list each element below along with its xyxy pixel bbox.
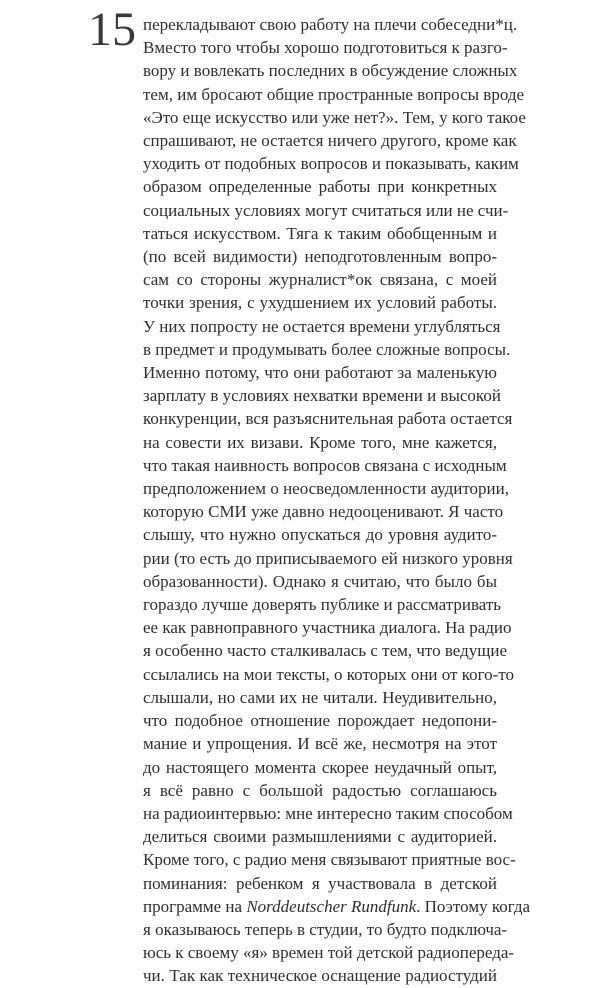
text-line: У них попросту не остается времени углубляться bbox=[143, 316, 501, 336]
text-line: ее как равноправного участника диалога. На радио bbox=[143, 618, 512, 638]
text-line: предположением о неосведомленности аудитории, bbox=[143, 479, 509, 499]
text-line: делиться своими размышлениями с аудиторией. bbox=[143, 827, 497, 847]
text-line: чи. Так как техническое оснащение радиостудий bbox=[143, 966, 497, 986]
text-line: я особенно часто сталкивалась с тем, что ведущие bbox=[143, 641, 508, 661]
text-line: уходить от подобных вопросов и показывать, каким bbox=[143, 154, 519, 174]
text-line: слышу, что нужно опускаться до уровня аудито- bbox=[143, 525, 497, 545]
text-line: мание и упрощения. И всё же, несмотря на этот bbox=[143, 734, 497, 754]
text-line: до настоящего момента скорее неудачный опыт, bbox=[143, 757, 497, 777]
text-line: юсь к своему «я» времен той детской радиопереда- bbox=[143, 943, 515, 963]
text-line: что такая наивность вопросов связана с исходным bbox=[143, 455, 507, 475]
text-line: «Это еще искусство или уже нет?». Тем, у кого такое bbox=[143, 107, 526, 127]
program-name: Norddeutscher Rundfunk bbox=[246, 896, 417, 916]
text-line: тем, им бросают общие пространные вопросы вроде bbox=[143, 84, 525, 104]
text-line: Именно потому, что они работают за маленькую bbox=[143, 363, 497, 383]
page-number: 15 bbox=[88, 3, 136, 56]
text-line: гораздо лучше доверять публике и рассматривать bbox=[143, 595, 502, 615]
text-fragment: . Поэтому когда bbox=[416, 896, 531, 916]
text-line: спрашивают, не остается ничего другого, кроме как bbox=[143, 131, 517, 151]
text-line: образом определенные работы при конкретных bbox=[143, 177, 497, 197]
text-line: поминания: ребенком я участвовала в детской bbox=[143, 873, 497, 893]
text-line: рии (то есть до приписываемого ей низкого уровня bbox=[143, 548, 513, 568]
text-line: на совести их визави. Кроме того, мне кажется, bbox=[143, 432, 497, 452]
text-line: на радиоинтервью: мне интересно таким способом bbox=[143, 803, 513, 823]
text-line: точки зрения, с ухудшением их условий работы. bbox=[143, 293, 497, 313]
text-line: я всё равно с большой радостью соглашаюсь bbox=[143, 780, 497, 800]
text-line: перекладывают свою работу на плечи собеседни*ц. bbox=[143, 15, 518, 34]
text-line: сам со стороны журналист*ок связана, с моей bbox=[143, 270, 497, 290]
text-line: таться искусством. Тяга к таким обобщенным и bbox=[143, 223, 497, 243]
text-line: социальных условиях могут считаться или не счи- bbox=[143, 200, 509, 220]
text-line: ссылались на мои тексты, о которых они от кого-то bbox=[143, 664, 515, 684]
text-line: (по всей видимости) неподготовленным вопро- bbox=[143, 247, 497, 267]
text-fragment: программе на bbox=[143, 896, 247, 916]
text-line: Вместо того чтобы хорошо подготовиться к разго- bbox=[143, 38, 508, 58]
text-line: конкуренции, вся разъяснительная работа остается bbox=[143, 409, 513, 429]
text-line: в предмет и продумывать более сложные вопросы. bbox=[143, 339, 511, 359]
text-line: образованности). Однако я считаю, что было бы bbox=[143, 571, 497, 591]
text-line: слышали, но сами их не читали. Неудивительно, bbox=[143, 687, 497, 707]
text-line: вору и вовлекать последних в обсуждение сложных bbox=[143, 61, 518, 81]
text-line bbox=[143, 895, 531, 918]
text-line: Кроме того, с радио меня связывают приятные вос- bbox=[143, 850, 516, 870]
text-line: которую СМИ уже давно недооценивают. Я часто bbox=[143, 502, 504, 522]
text-line: я оказываюсь теперь в студии, то будто подключа- bbox=[143, 919, 508, 939]
text-line: зарплату в условиях нехватки времени и высокой bbox=[143, 386, 501, 406]
body-paragraph bbox=[143, 13, 531, 988]
text-line: что подобное отношение порождает недопони- bbox=[143, 711, 497, 731]
